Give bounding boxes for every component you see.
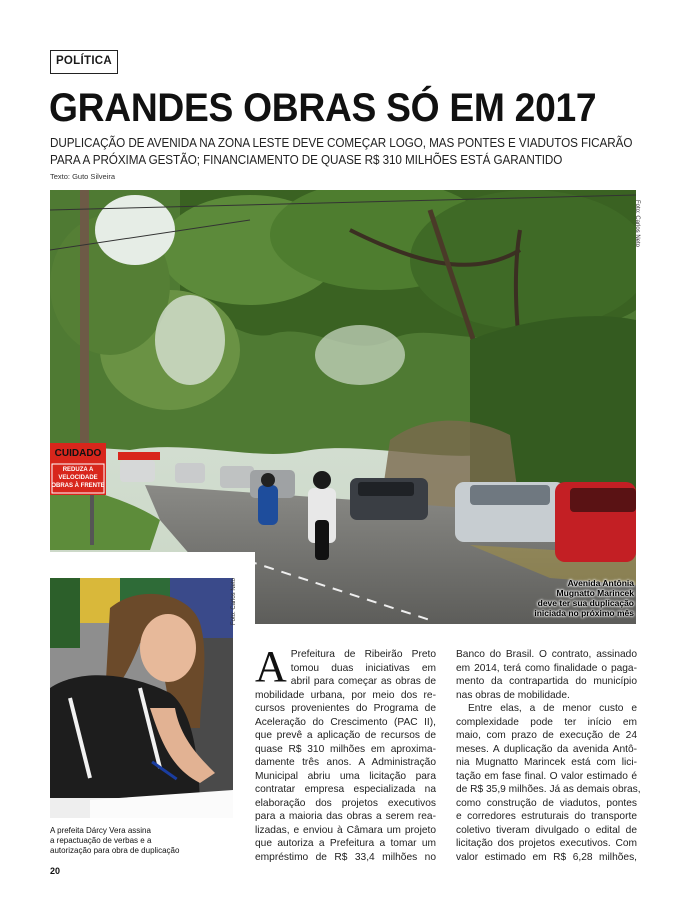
body-line: tomou duas iniciativas em xyxy=(290,662,436,674)
body-line: coletivo tiveram divulgado o edital de xyxy=(456,824,637,836)
body-column-2 xyxy=(456,648,641,864)
body-line: Aceleração do Crescimento (PAC II), xyxy=(255,716,436,728)
inset-photo xyxy=(50,578,233,818)
mayor-signing-illustration xyxy=(50,578,233,818)
main-photo-credit: Foto: Carlos Neto xyxy=(634,200,640,248)
body-line: complexidade pode ter início em xyxy=(456,716,637,728)
body-line: maio, com prazo de execução de 24 xyxy=(456,730,637,741)
subhead-line: DUPLICAÇÃO DE AVENIDA NA ZONA LESTE DEVE COMEÇAR LOGO, MAS PONTES E VIADUTOS FICARÃO xyxy=(50,135,633,150)
inset-photo-caption xyxy=(50,826,240,856)
body-line: contratar empresa especializada na xyxy=(255,784,436,795)
subhead xyxy=(50,134,650,168)
caption-line: autorização para obra de duplicação xyxy=(50,846,180,855)
body-line: valor estimado em R$ 6,28 milhões, xyxy=(456,851,637,863)
body-line: licitação dos projetos executivos. Com xyxy=(456,838,637,849)
inset-photo-credit: Foto: Carlos Neto xyxy=(231,577,237,625)
body-line: que prevê a aplicação de recursos de xyxy=(255,730,436,741)
body-line: elaboração dos projetos executivos xyxy=(255,797,436,809)
subhead-line: PARA A PRÓXIMA GESTÃO; FINANCIAMENTO DE QUASE R$ 310 MILHÕES ESTÁ GARANTIDO xyxy=(50,152,563,167)
body-line: cursos provenientes do Programa de xyxy=(255,703,436,714)
main-photo-caption xyxy=(474,578,634,618)
caption-line: iniciada no próximo mês xyxy=(534,608,634,618)
body-line: em 2014, terá como finalidade o paga- xyxy=(456,662,637,674)
sign-line: OBRAS À FRENTE xyxy=(51,483,105,489)
body-line: mobilidade urbana, por meio dos re- xyxy=(255,689,436,701)
body-line: damente três anos. A Administração xyxy=(255,757,436,768)
body-line: Municipal abriu uma licitação para xyxy=(255,770,436,782)
body-line: e corredores estruturais do transporte xyxy=(456,811,637,822)
headline: GRANDES OBRAS SÓ EM 2017 xyxy=(49,86,597,130)
caption-line: deve ter sua duplicação xyxy=(537,598,634,608)
body-line: tação em fase final. O valor estimado é xyxy=(456,770,637,782)
body-line: nas obras de mobilidade. xyxy=(456,689,570,701)
page-number: 20 xyxy=(50,866,61,876)
caption-line: Avenida Antônia xyxy=(567,578,634,588)
body-line: Prefeitura de Ribeirão Preto xyxy=(290,649,436,660)
sign-title: CUIDADO xyxy=(54,448,102,459)
section-tag: POLÍTICA xyxy=(50,50,118,74)
caption-line: Mugnatto Marincek xyxy=(556,588,634,598)
body-line: Entre elas, a de menor custo e xyxy=(468,703,637,714)
body-line: que autoriza a Prefeitura a tomar um xyxy=(255,838,436,849)
body-line: meses. A duplicação da avenida Antô- xyxy=(456,743,637,755)
body-line: lizadas, e enviou à Câmara um projeto xyxy=(255,824,436,836)
sign-line: REDUZA A xyxy=(62,467,94,473)
body-column-1 xyxy=(255,642,436,864)
body-line: como construção de viadutos, pontes xyxy=(456,797,637,809)
body-line: nia Mugnatto Marincek está com lici- xyxy=(456,757,637,768)
caption-line: A prefeita Dárcy Vera assina xyxy=(50,826,151,835)
body-line: de R$ 35,9 milhões. Já as demais obras, xyxy=(456,784,641,795)
dropcap: A xyxy=(255,642,287,691)
body-line: mento da contrapartida do município xyxy=(456,676,637,687)
body-line: abril para começar as obras de xyxy=(290,676,436,687)
byline: Texto: Guto Silveira xyxy=(50,172,116,181)
caption-line: a repactuação de verbas e a xyxy=(50,836,152,845)
body-line: para a maioria das obras a serem rea- xyxy=(255,811,436,822)
sign-line: VELOCIDADE xyxy=(58,475,98,481)
body-line: empréstimo de R$ 33,4 milhões no xyxy=(255,851,436,863)
body-line: Banco do Brasil. O contrato, assinado xyxy=(456,649,637,660)
body-line: quase R$ 310 milhões em aproxima- xyxy=(255,743,436,755)
